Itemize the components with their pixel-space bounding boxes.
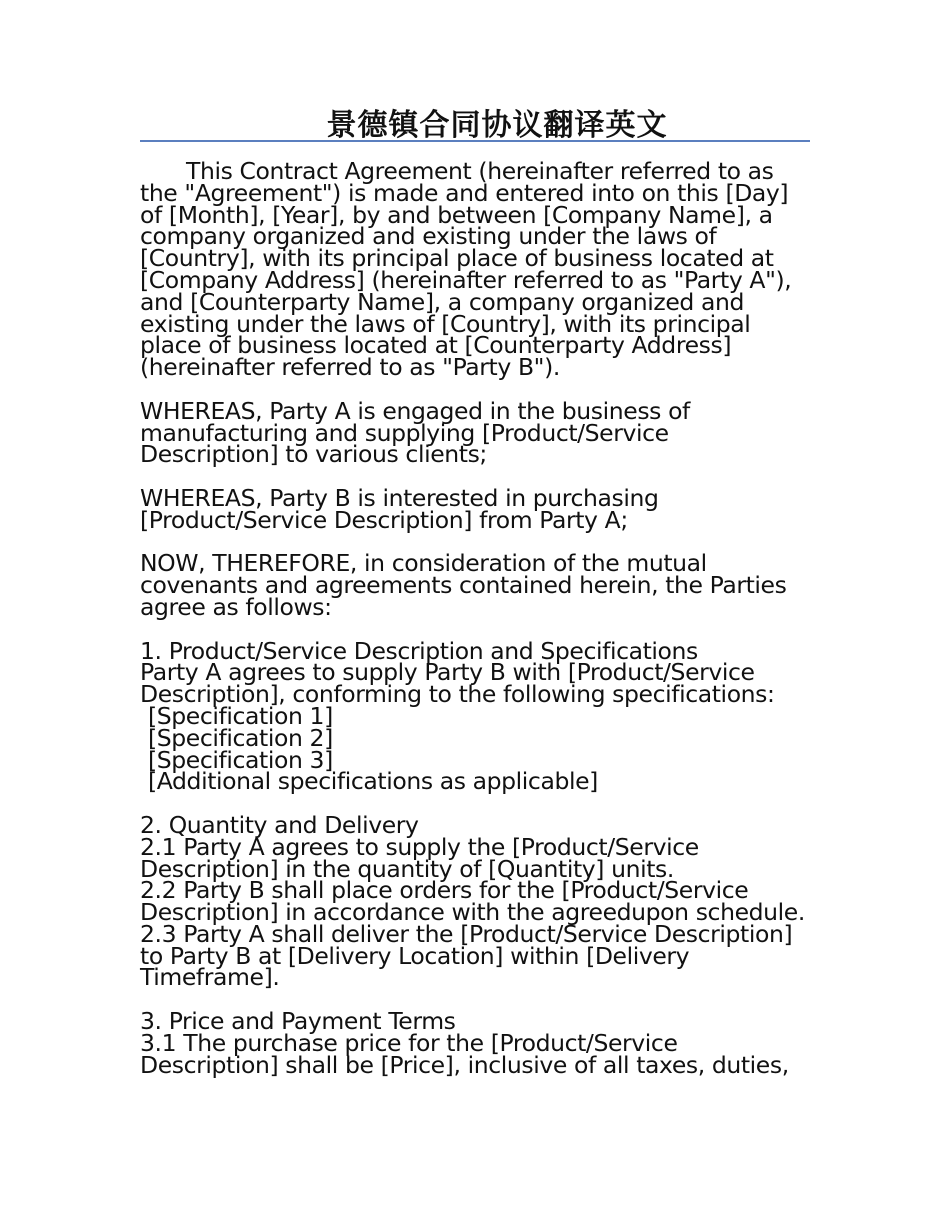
section-2-heading: 2. Quantity and Delivery [140,810,419,839]
clause-2-3: 2.3 Party A shall deliver the [Product/Service Description] to Party B at [Delivery Location] within [Delivery Timeframe]. [140,919,793,992]
intro-paragraph: This Contract Agreement (hereinafter referred to as the "Agreement") is made and entered into on this [Day] of [Month], [Year], by and between [Company Name], a company organized and existing under the laws of [Country], with its principal place of business located at [Company Address] (hereinafter referred to as "Party A"), and [Counterparty Name], a company organized and existing under the laws of [Country], with its principal place of business located at [Counterparty Address] (hereinafter referred to as "Party B"). [140,157,792,382]
section-3-heading: 3. Price and Payment Terms [140,1007,456,1036]
section-3 [140,1007,810,1079]
document-title: 景德镇合同协议翻译英文 [326,108,668,143]
specification-item: [Additional specifications as applicable] [148,767,598,796]
specification-item: [Specification 2] [148,723,333,752]
clause-2-1: 2.1 Party A agrees to supply the [Product/Service Description] in the quantity of [Quantity] units. [140,832,699,883]
section-1 [140,636,810,796]
specification-item: [Specification 1] [148,701,333,730]
document-title-bar [140,104,810,142]
now-therefore-paragraph: NOW, THEREFORE, in consideration of the mutual covenants and agreements contained herein, the Parties agree as follows: [140,549,787,621]
section-1-text: Party A agrees to supply Party B with [Product/Service Description], conforming to the following specifications: [140,658,775,709]
document-body [140,157,810,1098]
clause-3-1: 3.1 The purchase price for the [Product/Service Description] shall be [Price], inclusive of all taxes, duties, [140,1028,789,1079]
clause-2-2: 2.2 Party B shall place orders for the [Product/Service Description] in accordance with the agreedupon schedule. [140,876,805,927]
section-1-heading: 1. Product/Service Description and Specifications [140,636,698,665]
whereas-paragraph-1: WHEREAS, Party A is engaged in the business of manufacturing and supplying [Product/Service Description] to various clients; [140,396,690,469]
specification-item: [Specification 3] [148,745,333,774]
section-2 [140,810,810,992]
whereas-paragraph-2: WHEREAS, Party B is interested in purchasing [Product/Service Description] from Party A; [140,483,659,534]
